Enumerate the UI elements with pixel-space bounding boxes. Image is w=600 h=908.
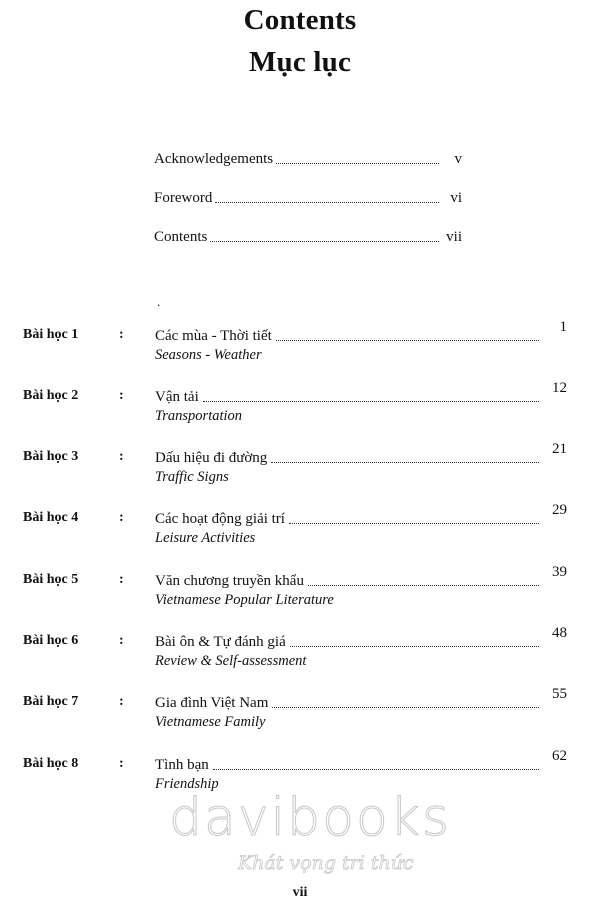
toc-entry-label: Acknowledgements [154,151,274,167]
lesson-number: Bài học 1 [23,327,79,342]
lesson-number: Bài học 2 [23,388,79,403]
toc-entry-label: Foreword [154,190,213,206]
lesson-page: 12 [552,380,567,396]
toc-entry-contents [154,224,462,246]
lesson-colon: : [119,327,124,342]
lesson-entry-2 [0,380,600,434]
lesson-page: 21 [552,441,567,457]
lesson-title-vietnamese: Các mùa - Thời tiết [155,328,272,344]
lesson-entry-3 [0,441,600,495]
lesson-title-vietnamese: Tình bạn [155,757,209,773]
dot-leader [210,240,439,242]
lesson-entry-1 [0,319,600,373]
lesson-colon: : [119,756,124,771]
toc-entry-page: v [454,151,462,167]
lesson-page: 1 [559,319,567,335]
dot-leader [290,645,539,647]
toc-entry-foreword [154,185,462,207]
lesson-number: Bài học 3 [23,449,79,464]
lesson-colon: : [119,449,124,464]
lesson-title-english: Review & Self-assessment [155,653,307,669]
toc-entry-page: vi [450,190,462,206]
separator-dot: . [157,294,161,309]
dot-leader [276,162,439,164]
dot-leader [213,768,539,770]
lesson-page: 29 [552,502,567,518]
dot-leader [271,461,539,463]
lesson-colon: : [119,388,124,403]
lesson-title-english: Friendship [155,776,219,792]
dot-leader [289,522,539,524]
lesson-title-row [155,447,543,467]
toc-entry-acknowledgements [154,146,462,168]
lesson-title-vietnamese: Gia đình Việt Nam [155,695,269,711]
toc-entry-page: vii [446,229,462,245]
lesson-page: 39 [552,564,567,580]
lesson-title-vietnamese: Các hoạt động giải trí [155,511,285,527]
lesson-title-vietnamese: Văn chương truyền khẩu [155,573,304,589]
lesson-title-row [155,386,543,406]
dot-leader [272,706,539,708]
lesson-title-english: Traffic Signs [155,469,229,485]
lesson-title-row [155,325,543,345]
lesson-entry-6 [0,625,600,679]
lesson-title-vietnamese: Dấu hiệu đi đường [155,450,268,466]
lesson-page: 55 [552,686,567,702]
page-title: Contents [243,4,357,36]
lesson-colon: : [119,694,124,709]
lesson-page: 62 [552,748,567,764]
watermark-brand: davibooks [169,788,451,848]
lesson-entry-5 [0,564,600,618]
lesson-title-english: Vietnamese Popular Literature [155,592,334,608]
dot-leader [215,201,439,203]
lesson-title-row [155,692,543,712]
lesson-number: Bài học 8 [23,756,79,771]
lesson-title-english: Seasons - Weather [155,347,262,363]
lesson-title-row [155,754,543,774]
lesson-number: Bài học 4 [23,510,79,525]
lesson-title-english: Leisure Activities [155,530,256,546]
lesson-number: Bài học 5 [23,572,79,587]
lesson-colon: : [119,572,124,587]
page-subtitle: Mục lục [248,46,352,78]
lesson-number: Bài học 6 [23,633,79,648]
lesson-title-english: Vietnamese Family [155,714,266,730]
lesson-title-vietnamese: Vận tải [155,389,199,405]
lesson-title-english: Transportation [155,408,243,424]
lesson-title-vietnamese: Bài ôn & Tự đánh giá [155,634,286,650]
dot-leader [276,339,539,341]
toc-entry-label: Contents [154,229,208,245]
lesson-entry-7 [0,686,600,740]
lesson-number: Bài học 7 [23,694,79,709]
lesson-title-row [155,508,543,528]
lesson-colon: : [119,510,124,525]
lesson-page: 48 [552,625,567,641]
watermark-tagline: Khát vọng tri thức [238,852,414,874]
lesson-colon: : [119,633,124,648]
lesson-title-row [155,631,543,651]
dot-leader [203,400,539,402]
dot-leader [308,584,539,586]
lesson-entry-4 [0,502,600,556]
page-number: vii [292,885,308,900]
lesson-title-row [155,570,543,590]
